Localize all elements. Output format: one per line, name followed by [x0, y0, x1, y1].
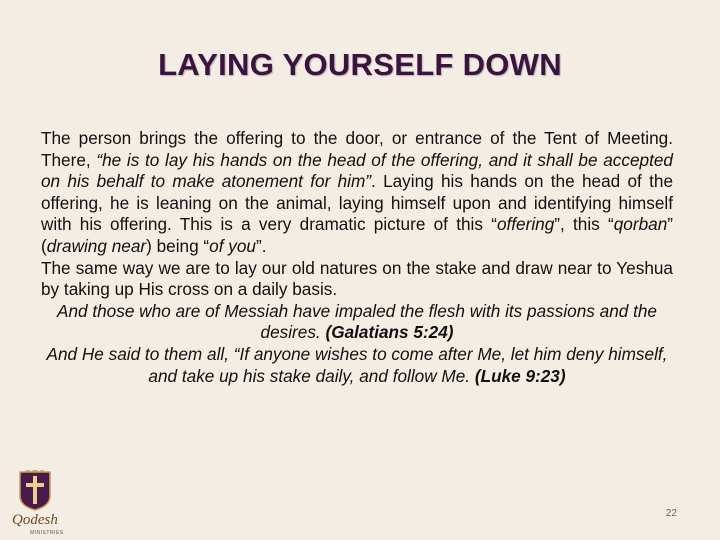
quote-text: And those who are of Messiah have impaled the flesh with its passions and the desires.: [56, 300, 657, 343]
quote-text: And He said to them all, “If anyone wishes to come after Me, let him deny himself, and take up his stake daily, and follow Me.: [46, 343, 668, 386]
slide-title: LAYING YOURSELF DOWN: [158, 47, 562, 82]
logo-sub-text: MINISTRIES: [30, 530, 64, 536]
paragraph-old-natures: The same way we are to lay our old natures on the stake and draw near to Yeshua by taking up His cross on a daily basis.: [41, 257, 673, 300]
text-run: ”, this “: [554, 214, 614, 235]
paragraph-offering: [41, 128, 673, 258]
italic-term-drawing-near: drawing near: [46, 235, 147, 256]
page-number: 22: [665, 508, 677, 519]
quote-reference: (Luke 9:23): [474, 365, 566, 386]
text-run: . Laying his hands on the head of the offering, he is leaning on the animal, laying himself upon and identifying himself with his offering. This is a very dramatic picture of this “: [41, 171, 673, 235]
quote-reference: (Galatians 5:24): [325, 322, 454, 343]
italic-term-of-you: of you: [209, 235, 256, 256]
text-run: ) being “: [146, 235, 210, 256]
text-run: ”.: [256, 235, 267, 256]
qodesh-ministries-logo: [8, 470, 70, 536]
slide-body: [41, 128, 673, 387]
italic-quote-leviticus: “he is to lay his hands on the head of the offering, and it shall be accepted on his behalf to make atonement for him”: [41, 149, 673, 192]
quote-galatians: [41, 301, 673, 344]
quote-luke: [41, 344, 673, 387]
italic-term-qorban: qorban: [613, 214, 668, 235]
italic-term-offering: offering: [496, 214, 555, 235]
text-run: ” (: [41, 214, 673, 256]
text-run: The person brings the offering to the door, or entrance of the Tent of Meeting. There,: [41, 128, 673, 170]
logo-script-text: Qodesh: [12, 512, 58, 528]
